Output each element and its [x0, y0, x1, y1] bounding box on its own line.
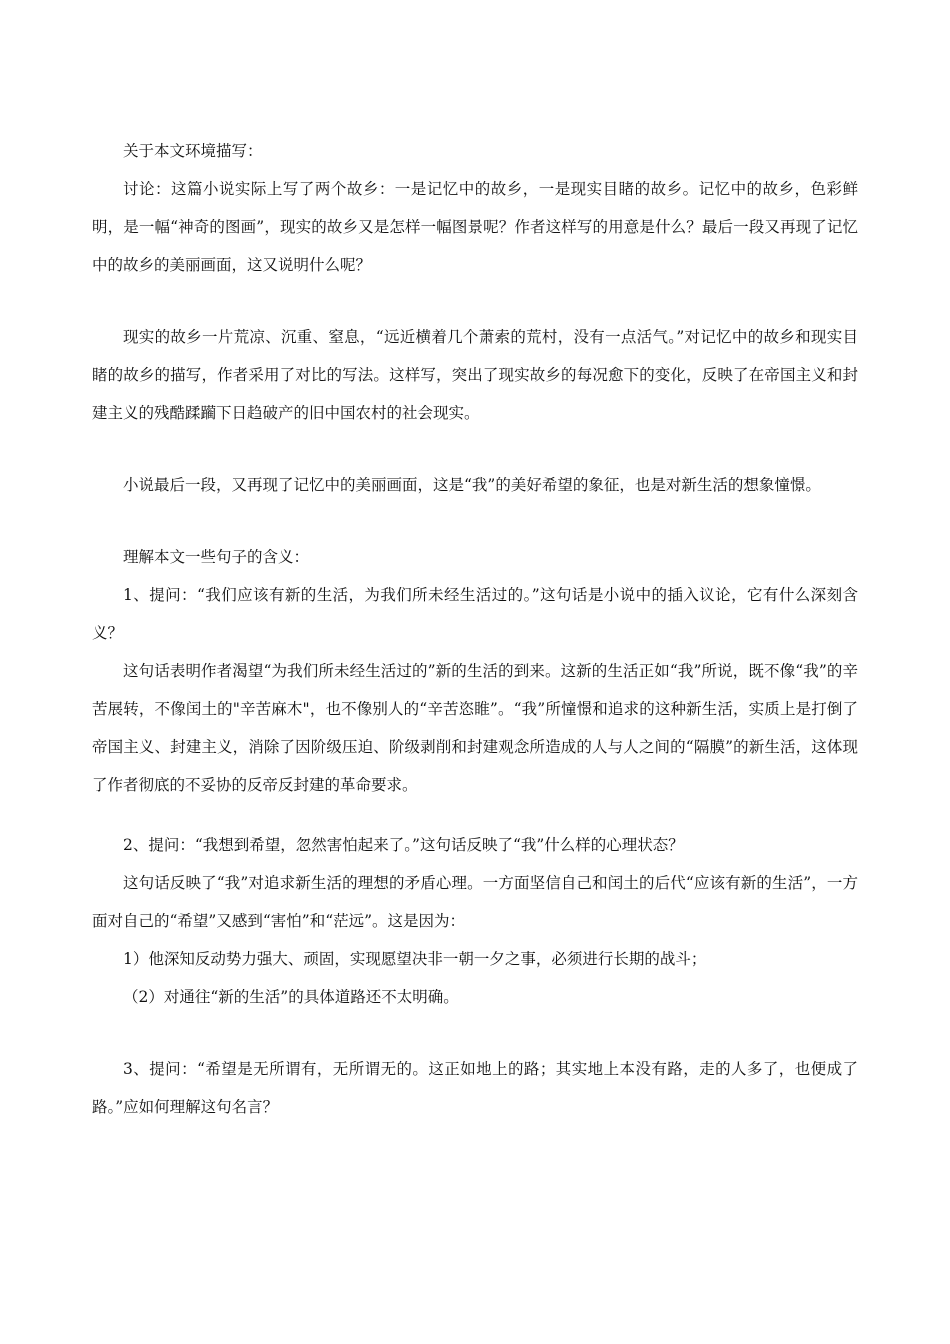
question-2: 2、提问：“我想到希望，忽然害怕起来了。”这句话反映了“我”什么样的心理状态？: [123, 836, 684, 854]
paragraph-spacer: [92, 432, 858, 466]
answer-2-point-2: （2）对通往“新的生活”的具体道路还不太明确。: [123, 988, 459, 1006]
paragraph-spacer: [92, 504, 858, 538]
question-1: 1、提问：“我们应该有新的生活，为我们所未经生活过的。”这句话是小说中的插入议论，它有什么深刻含义？: [92, 586, 858, 642]
answer-1: 这句话表明作者渴望“为我们所未经生活过的”新的生活的到来。这新的生活正如“我”所说，既不像“我”的辛苦展转，不像闰土的"辛苦麻木"，也不像别人的“辛苦恣睢”。“我”所憧憬和追求的这种新生活，实质上是打倒了帝国主义、封建主义，消除了因阶级压迫、阶级剥削和封建观念所造成的人与人之间的“隔膜”的新生活，这体现了作者彻底的不妥协的反帝反封建的革命要求。: [92, 662, 858, 794]
answer-paragraph-ending: 小说最后一段，又再现了记忆中的美丽画面，这是“我”的美好希望的象征，也是对新生活的想象憧憬。: [123, 476, 821, 494]
answer-2: 这句话反映了“我”对追求新生活的理想的矛盾心理。一方面坚信自己和闰土的后代“应该有新的生活”，一方面对自己的“希望”又感到“害怕”和“茫远”。这是因为：: [92, 874, 858, 930]
section-heading-sentences: 理解本文一些句子的含义：: [123, 548, 310, 566]
paragraph-spacer: [92, 284, 858, 318]
discussion-paragraph: 讨论：这篇小说实际上写了两个故乡：一是记忆中的故乡，一是现实目睹的故乡。记忆中的故乡，色彩鲜明，是一幅“神奇的图画”，现实的故乡又是怎样一幅图景呢？作者这样写的用意是什么？最后一段又再现了记忆中的故乡的美丽画面，这又说明什么呢？: [92, 180, 858, 274]
answer-2-point-1: 1）他深知反动势力强大、顽固，实现愿望决非一朝一夕之事，必须进行长期的战斗；: [123, 950, 707, 968]
answer-paragraph-reality: 现实的故乡一片荒凉、沉重、窒息，“远近横着几个萧索的荒村，没有一点活气。”对记忆中的故乡和现实目睹的故乡的描写，作者采用了对比的写法。这样写，突出了现实故乡的每况愈下的变化，反映了在帝国主义和封建主义的残酷蹂躏下日趋破产的旧中国农村的社会现实。: [92, 328, 858, 422]
paragraph-spacer: [92, 804, 858, 826]
section-heading-environment: 关于本文环境描写：: [123, 142, 263, 160]
document-body: [92, 132, 858, 1126]
paragraph-spacer: [92, 1016, 858, 1050]
question-3: 3、提问：“希望是无所谓有，无所谓无的。这正如地上的路；其实地上本没有路，走的人多了，也便成了路。”应如何理解这句名言？: [92, 1060, 858, 1116]
